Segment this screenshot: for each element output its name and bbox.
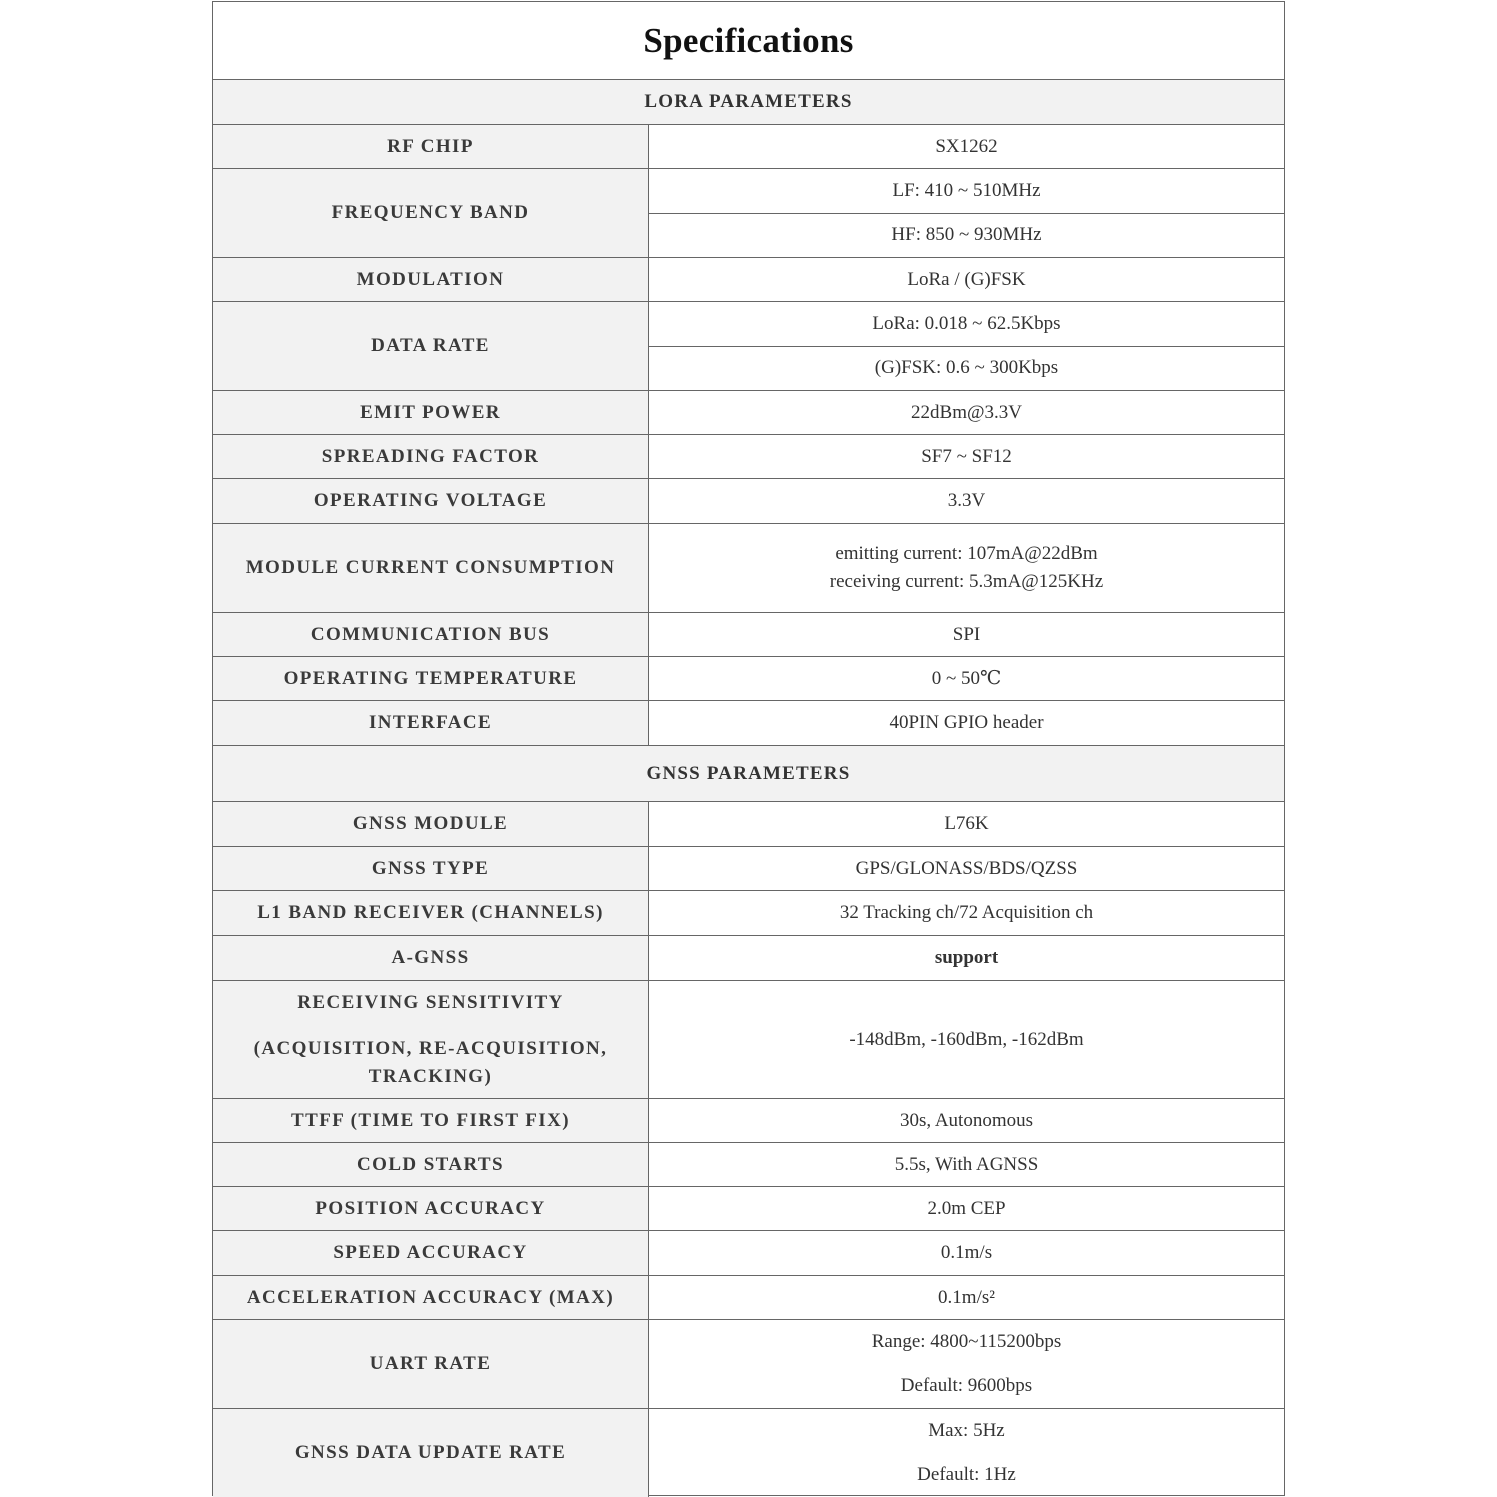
- spec-value: -148dBm, -160dBm, -162dBm: [849, 1028, 1084, 1050]
- spec-values: [649, 435, 1284, 478]
- spec-label: A-GNSS: [213, 936, 649, 980]
- spec-label: COLD STARTS: [213, 1143, 649, 1186]
- spec-label-line: (ACQUISITION, RE-ACQUISITION,: [253, 1037, 608, 1059]
- spec-value: LoRa / (G)FSK: [907, 268, 1026, 290]
- spec-row-operating-voltage: [213, 479, 1284, 524]
- spec-value: support: [934, 947, 999, 968]
- spec-row-speed-accuracy: [213, 1231, 1284, 1276]
- spec-label: POSITION ACCURACY: [213, 1187, 649, 1230]
- spec-values: [649, 847, 1284, 890]
- spec-row-position-accuracy: [213, 1187, 1284, 1231]
- spec-row-gnss-data-update-rate: [213, 1409, 1284, 1497]
- spec-label: SPREADING FACTOR: [213, 435, 649, 478]
- spec-value: 40PIN GPIO header: [889, 712, 1044, 733]
- spec-row-communication-bus: [213, 613, 1284, 657]
- spec-row-receiving-sensitivity: [213, 981, 1284, 1099]
- spec-values: [649, 258, 1284, 301]
- spec-values: [649, 524, 1284, 612]
- section-header-lora: LORA PARAMETERS: [213, 80, 1284, 125]
- spec-label-line: RECEIVING SENSITIVITY: [297, 991, 564, 1013]
- spec-values: [649, 1276, 1284, 1319]
- spec-value: HF: 850 ~ 930MHz: [891, 224, 1042, 246]
- title-row: [213, 2, 1284, 80]
- spec-value: 22dBm@3.3V: [911, 401, 1022, 423]
- spec-values: [649, 701, 1284, 745]
- spec-value: Default: 9600bps: [900, 1375, 1033, 1396]
- spec-row-ttff: [213, 1099, 1284, 1143]
- spec-label: FREQUENCY BAND: [213, 169, 649, 257]
- spec-values: [649, 1409, 1284, 1497]
- spec-values: [649, 479, 1284, 523]
- specifications-table: [212, 1, 1285, 1496]
- spec-values: [649, 302, 1284, 390]
- spec-label: ACCELERATION ACCURACY (MAX): [213, 1276, 649, 1319]
- spec-value: Range: 4800~115200bps: [871, 1331, 1062, 1352]
- spec-row-spreading-factor: [213, 435, 1284, 479]
- spec-values: [649, 391, 1284, 434]
- spec-label: EMIT POWER: [213, 391, 649, 434]
- spec-row-gnss-type: [213, 847, 1284, 891]
- spec-values: [649, 891, 1284, 935]
- spec-value: 0.1m/s²: [938, 1286, 995, 1308]
- spec-label: TTFF (TIME TO FIRST FIX): [213, 1099, 649, 1142]
- spec-value: GPS/GLONASS/BDS/QZSS: [855, 857, 1078, 879]
- spec-row-interface: [213, 701, 1284, 746]
- spec-value: 0 ~ 50℃: [931, 667, 1002, 689]
- spec-label: COMMUNICATION BUS: [213, 613, 649, 656]
- spec-row-a-gnss: [213, 936, 1284, 981]
- spec-values: [649, 1187, 1284, 1230]
- section-header-gnss: GNSS PARAMETERS: [213, 746, 1284, 802]
- spec-values: [649, 936, 1284, 980]
- spec-label: [213, 981, 649, 1098]
- spec-label: INTERFACE: [213, 701, 649, 745]
- spec-label-line: TRACKING): [368, 1065, 493, 1087]
- spec-value: (G)FSK: 0.6 ~ 300Kbps: [874, 357, 1059, 379]
- spec-value: 3.3V: [947, 490, 986, 511]
- spec-values: [649, 613, 1284, 656]
- spec-row-gnss-module: [213, 802, 1284, 847]
- spec-row-rf-chip: [213, 125, 1284, 169]
- spec-row-frequency-band: [213, 169, 1284, 258]
- spec-row-operating-temperature: [213, 657, 1284, 701]
- page-title: Specifications: [643, 20, 854, 60]
- spec-row-data-rate: [213, 302, 1284, 391]
- spec-row-cold-starts: [213, 1143, 1284, 1187]
- spec-value: LF: 410 ~ 510MHz: [649, 169, 1284, 214]
- spec-value: SPI: [952, 623, 981, 645]
- spec-label: GNSS DATA UPDATE RATE: [213, 1409, 649, 1497]
- spec-value: 30s, Autonomous: [899, 1109, 1034, 1131]
- spec-value: Default: 1Hz: [917, 1464, 1016, 1485]
- spec-value: L76K: [944, 813, 989, 834]
- spec-row-acceleration-accuracy: [213, 1276, 1284, 1320]
- spec-row-modulation: [213, 258, 1284, 302]
- spec-value: SX1262: [935, 135, 998, 157]
- spec-value: 5.5s, With AGNSS: [894, 1153, 1039, 1175]
- spec-label: MODULATION: [213, 258, 649, 301]
- spec-label: L1 BAND RECEIVER (CHANNELS): [213, 891, 649, 935]
- spec-value: [649, 524, 1284, 612]
- spec-value: 32 Tracking ch/72 Acquisition ch: [839, 902, 1094, 923]
- spec-values: [649, 802, 1284, 846]
- spec-row-l1-band-receiver: [213, 891, 1284, 936]
- spec-value: 0.1m/s: [940, 1242, 993, 1263]
- spec-label: SPEED ACCURACY: [213, 1231, 649, 1275]
- spec-value: Max: 5Hz: [928, 1420, 1005, 1441]
- spec-label: DATA RATE: [213, 302, 649, 390]
- spec-label: MODULE CURRENT CONSUMPTION: [213, 524, 649, 612]
- spec-label: OPERATING TEMPERATURE: [213, 657, 649, 700]
- spec-values: [649, 1143, 1284, 1186]
- spec-row-uart-rate: [213, 1320, 1284, 1409]
- spec-label: GNSS TYPE: [213, 847, 649, 890]
- spec-value: SF7 ~ SF12: [921, 445, 1012, 467]
- spec-values: [649, 657, 1284, 700]
- spec-value-line: receiving current: 5.3mA@125KHz: [829, 571, 1104, 592]
- spec-values: [649, 169, 1284, 257]
- spec-values: [649, 1231, 1284, 1275]
- spec-values: [649, 1320, 1284, 1408]
- spec-row-module-current-consumption: [213, 524, 1284, 613]
- spec-values: [649, 125, 1284, 168]
- spec-values: [649, 981, 1284, 1098]
- spec-value: LoRa: 0.018 ~ 62.5Kbps: [649, 302, 1284, 347]
- spec-label: OPERATING VOLTAGE: [213, 479, 649, 523]
- spec-row-emit-power: [213, 391, 1284, 435]
- spec-value: 2.0m CEP: [927, 1197, 1006, 1219]
- spec-value-line: emitting current: 107mA@22dBm: [835, 543, 1098, 564]
- spec-values: [649, 1099, 1284, 1142]
- spec-label: UART RATE: [213, 1320, 649, 1408]
- spec-label: RF CHIP: [213, 125, 649, 168]
- spec-label: GNSS MODULE: [213, 802, 649, 846]
